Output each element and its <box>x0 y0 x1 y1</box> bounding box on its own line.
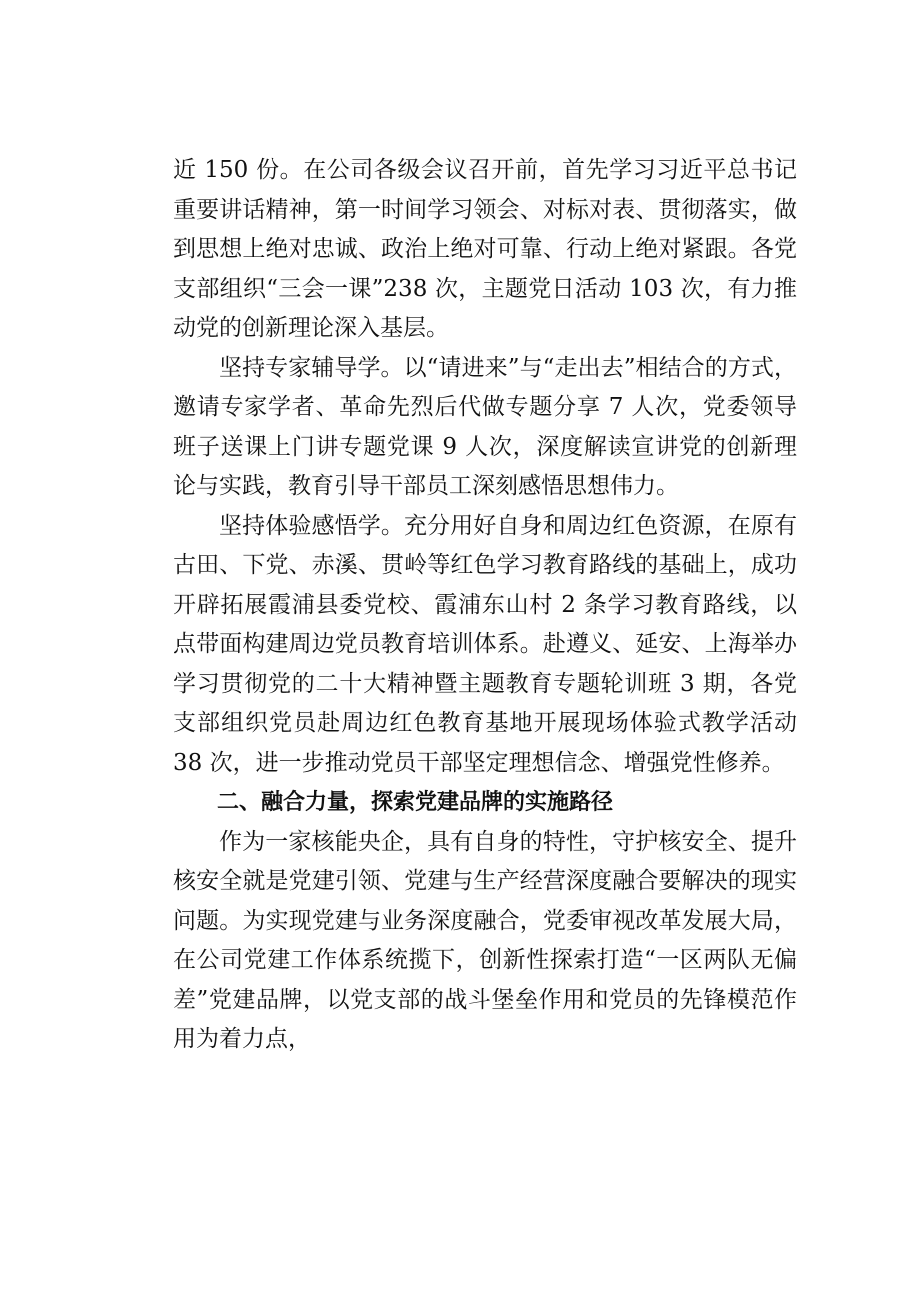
document-page <box>173 151 797 1060</box>
paragraph-continuation: 近 150 份。在公司各级会议召开前，首先学习习近平总书记重要讲话精神，第一时间学习领会、对标对表、贯彻落实，做到思想上绝对忠诚、政治上绝对可靠、行动上绝对紧跟。各党支部组织“三会一课”238 次，主题党日活动 103 次，有力推动党的创新理论深入基层。 <box>173 157 797 341</box>
section-heading: 二、融合力量，探索党建品牌的实施路径 <box>217 790 614 815</box>
paragraph-experiential-learning: 坚持体验感悟学。充分用好自身和周边红色资源，在原有古田、下党、赤溪、贯岭等红色学习教育路线的基础上，成功开辟拓展霞浦县委党校、霞浦东山村 2 条学习教育路线，以点带面构建周边党员教育培训体系。赴遵义、延安、上海举办学习贯彻党的二十大精神暨主题教育专题轮训班 3 期，各党支部组织党员赴周边红色教育基地开展现场体验式教学活动 38 次，进一步推动党员干部坚定理想信念、增强党性修养。 <box>173 512 797 776</box>
paragraph-integration: 作为一家核能央企，具有自身的特性，守护核安全、提升核安全就是党建引领、党建与生产经营深度融合要解决的现实问题。为实现党建与业务深度融合，党委审视改革发展大局，在公司党建工作体系统揽下，创新性探索打造“一区两队无偏差”党建品牌，以党支部的战斗堡垒作用和党员的先锋模范作用为着力点， <box>173 828 797 1052</box>
paragraph-expert-guidance: 坚持专家辅导学。以“请进来”与“走出去”相结合的方式，邀请专家学者、革命先烈后代做专题分享 7 人次，党委领导班子送课上门讲专题党课 9 人次，深度解读宣讲党的创新理论与实践，教育引导干部员工深刻感悟思想伟力。 <box>173 354 797 499</box>
